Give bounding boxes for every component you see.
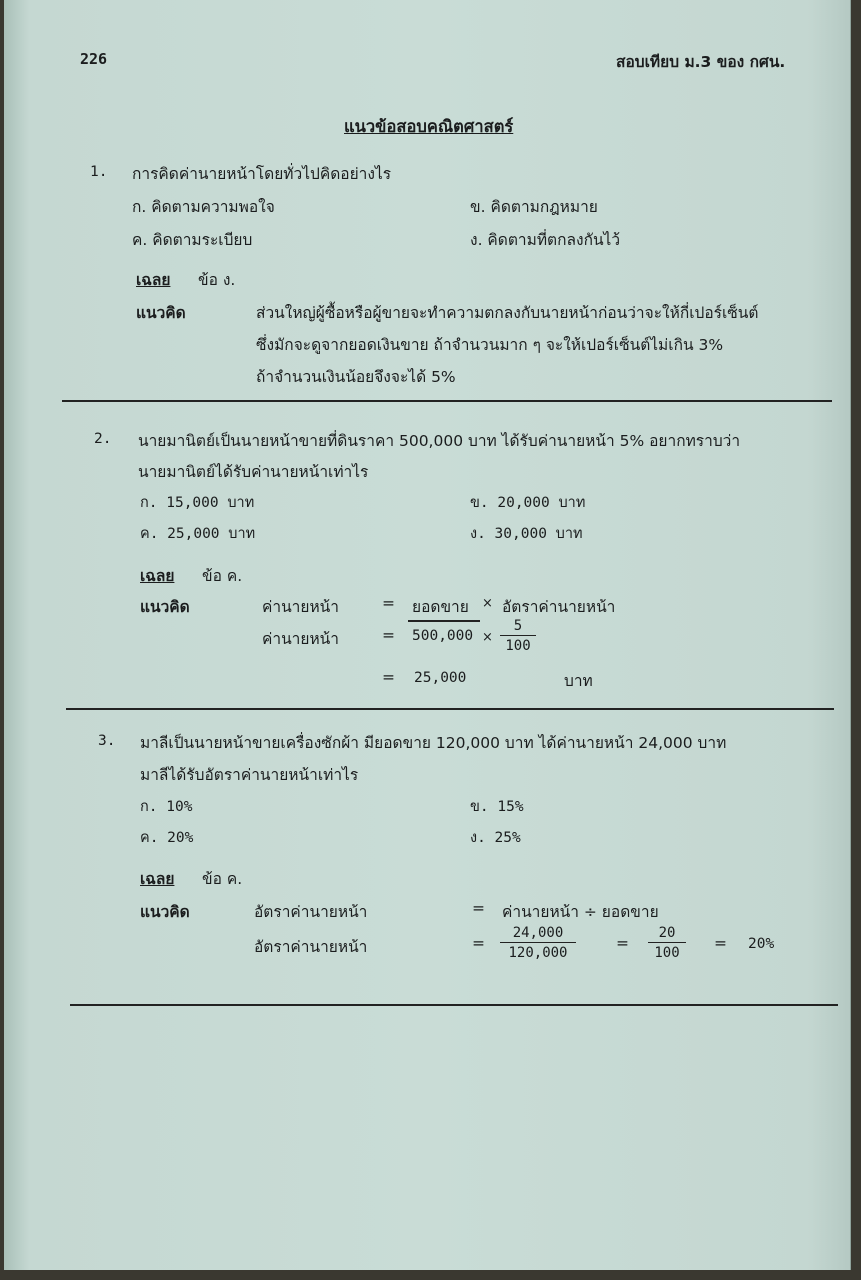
page-title: แนวข้อสอบคณิตศาสตร์ <box>344 117 514 136</box>
result-value: 20% <box>748 936 775 952</box>
question-number: 3. <box>98 733 116 749</box>
running-title: สอบเทียบ ม.3 ของ กศน. <box>616 53 786 71</box>
question-text: มาลีได้รับอัตราค่านายหน้าเท่าไร <box>140 766 359 784</box>
choice-d: ง. 30,000 บาท <box>470 526 583 542</box>
answer-text: ข้อ ค. <box>202 567 243 585</box>
fraction-denominator: 100 <box>654 945 680 961</box>
question-text: มาลีเป็นนายหน้าขายเครื่องซักผ้า มียอดขาย 120,000 บาท ได้ค่านายหน้า 24,000 บาท <box>140 734 727 752</box>
explanation-line: ซึ่งมักจะดูจากยอดเงินขาย ถ้าจำนวนมาก ๆ จะให้เปอร์เซ็นต์ไม่เกิน 3% <box>256 336 724 354</box>
explanation-label: แนวคิด <box>140 903 190 921</box>
answer-label: เฉลย <box>140 567 175 585</box>
section-divider <box>70 1004 838 1006</box>
answer-label: เฉลย <box>140 870 175 888</box>
choice-c: ค. 25,000 บาท <box>140 526 256 542</box>
times-sign: × <box>482 596 493 611</box>
formula-left: อัตราค่านายหน้า <box>254 903 368 921</box>
choice-d: ง. 25% <box>470 830 521 846</box>
explanation-line: ถ้าจำนวนเงินน้อยจึงจะได้ 5% <box>256 368 456 386</box>
equals-sign: = <box>472 934 485 952</box>
answer-text: ข้อ ง. <box>198 271 236 289</box>
formula-term: ยอดขาย <box>412 598 469 616</box>
question-number: 2. <box>94 431 112 447</box>
fraction <box>648 925 686 961</box>
document-page <box>4 0 851 1270</box>
equals-sign: = <box>382 594 395 612</box>
explanation-line: ส่วนใหญ่ผู้ซื้อหรือผู้ขายจะทำความตกลงกับนายหน้าก่อนว่าจะให้กี่เปอร์เซ็นต์ <box>256 304 759 322</box>
question-text: นายมานิตย์ได้รับค่านายหน้าเท่าไร <box>138 463 369 481</box>
choice-a: ก. 15,000 บาท <box>140 495 255 511</box>
equals-sign: = <box>472 899 485 917</box>
choice-a: ก. 10% <box>140 799 193 815</box>
result-unit: บาท <box>564 672 593 690</box>
choice-b: ข. 15% <box>470 799 524 815</box>
fraction-denominator: 100 <box>505 638 531 654</box>
question-text: นายมานิตย์เป็นนายหน้าขายที่ดินราคา 500,000 บาท ได้รับค่านายหน้า 5% อยากทราบว่า <box>138 432 741 450</box>
formula-right: ค่านายหน้า ÷ ยอดขาย <box>502 903 659 921</box>
page-number: 226 <box>80 50 108 68</box>
choice-d: ง. คิดตามที่ตกลงกันไว้ <box>470 231 621 249</box>
fraction-denominator: 120,000 <box>508 945 568 961</box>
formula-value: 500,000 <box>412 628 474 644</box>
formula-term: อัตราค่านายหน้า <box>502 598 616 616</box>
fraction <box>500 925 576 961</box>
answer-text: ข้อ ค. <box>202 870 243 888</box>
choice-c: ค. คิดตามระเบียบ <box>132 231 253 249</box>
answer-label: เฉลย <box>136 271 171 289</box>
choice-b: ข. คิดตามกฎหมาย <box>470 198 598 216</box>
choice-a: ก. คิดตามความพอใจ <box>132 198 275 216</box>
explanation-label: แนวคิด <box>136 304 186 322</box>
fraction-numerator: 24,000 <box>500 925 576 943</box>
equals-sign: = <box>382 626 395 644</box>
formula-left: ค่านายหน้า <box>262 598 339 616</box>
equals-sign: = <box>616 934 629 952</box>
section-divider <box>62 400 832 402</box>
equals-sign: = <box>382 668 395 686</box>
fraction-numerator: 20 <box>648 925 686 943</box>
fraction-numerator: 5 <box>500 618 536 636</box>
times-sign: × <box>482 630 493 645</box>
fraction <box>500 618 536 654</box>
section-divider <box>66 708 834 710</box>
explanation-label: แนวคิด <box>140 598 190 616</box>
choice-c: ค. 20% <box>140 830 194 846</box>
formula-left: ค่านายหน้า <box>262 630 339 648</box>
overline <box>408 620 480 622</box>
question-text: การคิดค่านายหน้าโดยทั่วไปคิดอย่างไร <box>132 165 392 183</box>
equals-sign: = <box>714 934 727 952</box>
formula-left: อัตราค่านายหน้า <box>254 938 368 956</box>
choice-b: ข. 20,000 บาท <box>470 495 586 511</box>
question-number: 1. <box>90 164 108 180</box>
result-value: 25,000 <box>414 670 467 686</box>
